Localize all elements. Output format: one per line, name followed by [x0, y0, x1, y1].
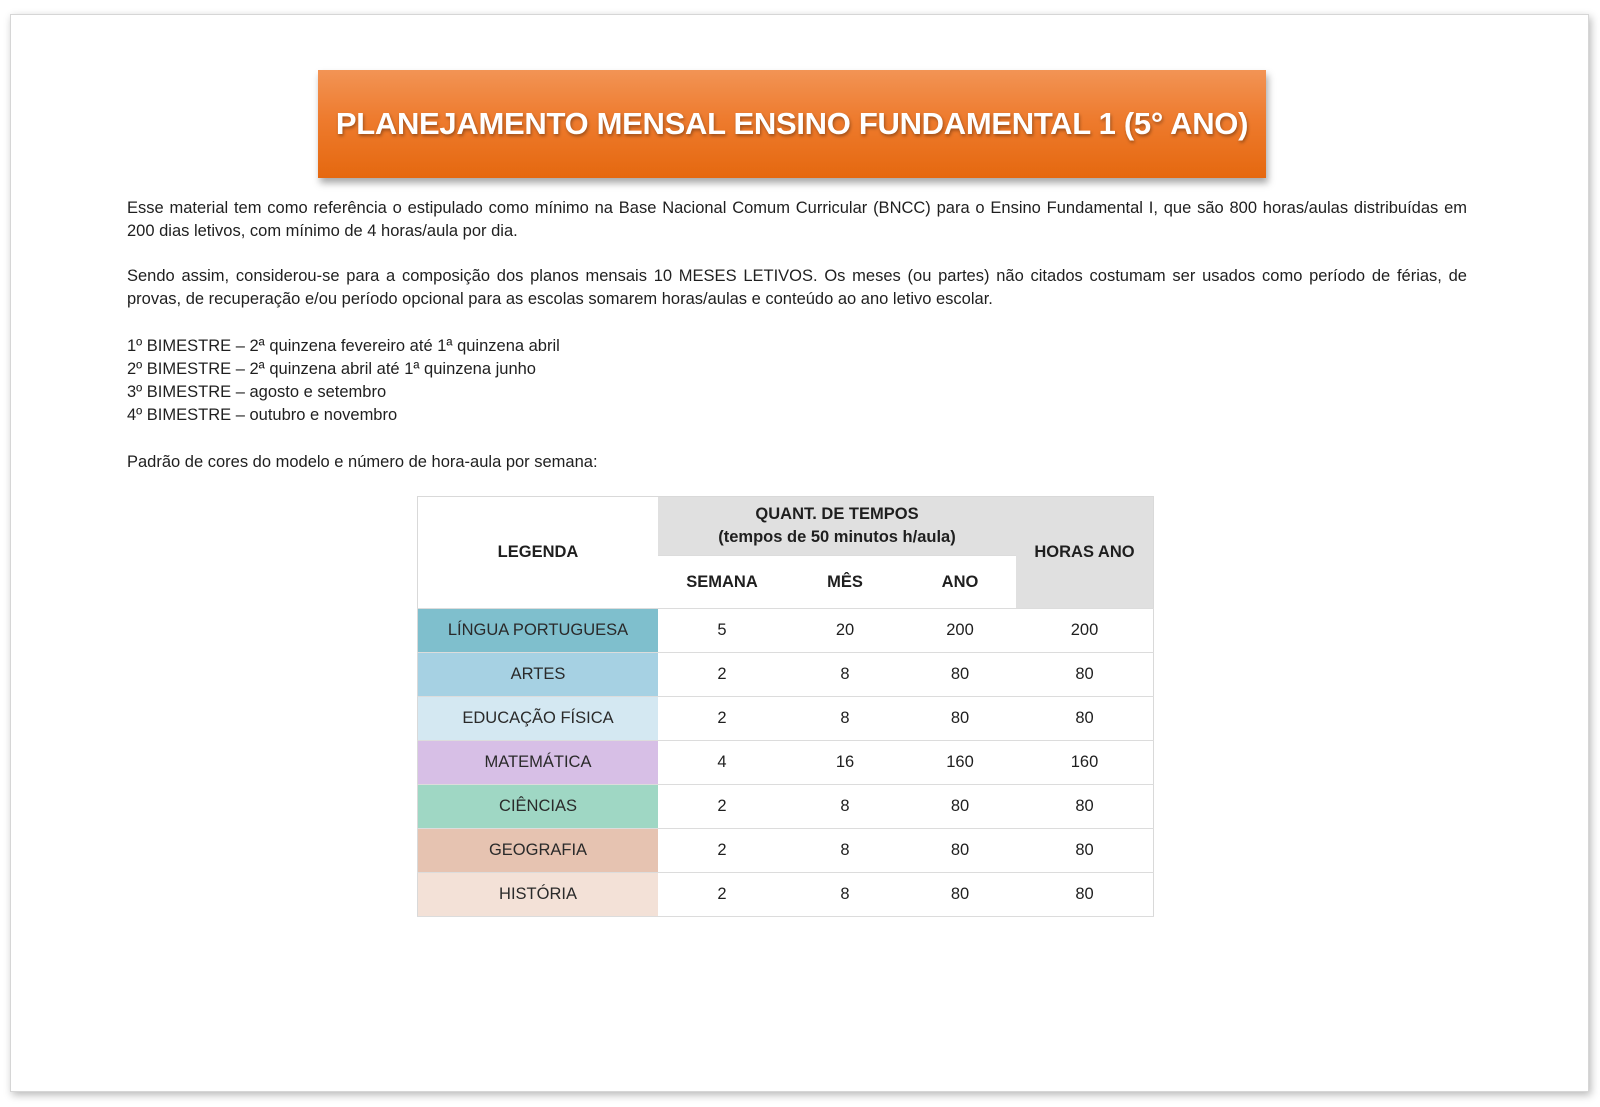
header-horas-ano: HORAS ANO [1016, 497, 1154, 609]
document-page [10, 14, 1589, 1092]
mes-cell: 8 [786, 653, 904, 697]
table-intro-text: Padrão de cores do modelo e número de hora-aula por semana: [127, 453, 598, 471]
ano-cell: 80 [904, 873, 1016, 917]
mes-cell: 8 [786, 785, 904, 829]
subject-cell: ARTES [418, 653, 659, 697]
semana-cell: 5 [658, 609, 786, 653]
semana-cell: 4 [658, 741, 786, 785]
table-row [418, 829, 1154, 873]
header-ano: ANO [904, 556, 1016, 609]
semana-cell: 2 [658, 873, 786, 917]
ano-cell: 160 [904, 741, 1016, 785]
bimestre-item: 2º BIMESTRE – 2ª quinzena abril até 1ª quinzena junho [127, 360, 536, 378]
mes-cell: 20 [786, 609, 904, 653]
horas-ano-cell: 80 [1016, 653, 1154, 697]
subject-cell: EDUCAÇÃO FÍSICA [418, 697, 659, 741]
table-row [418, 873, 1154, 917]
bimestre-list [127, 335, 560, 427]
header-quant-line1: QUANT. DE TEMPOS [755, 505, 919, 523]
subject-cell: HISTÓRIA [418, 873, 659, 917]
mes-cell: 16 [786, 741, 904, 785]
table-row [418, 785, 1154, 829]
table-row [418, 741, 1154, 785]
horas-ano-cell: 80 [1016, 785, 1154, 829]
horas-ano-cell: 80 [1016, 873, 1154, 917]
ano-cell: 80 [904, 697, 1016, 741]
mes-cell: 8 [786, 697, 904, 741]
semana-cell: 2 [658, 829, 786, 873]
header-legenda: LEGENDA [418, 497, 659, 609]
subject-cell: CIÊNCIAS [418, 785, 659, 829]
intro-paragraph-1: Esse material tem como referência o estipulado como mínimo na Base Nacional Comum Curricular (BNCC) para o Ensino Fundamental I, que são 800 horas/aulas distribuídas em 200 dias letivos, com mínimo de 4 horas/aula por dia. [127, 199, 1467, 240]
bimestre-item: 4º BIMESTRE – outubro e novembro [127, 406, 398, 424]
table-row [418, 653, 1154, 697]
mes-cell: 8 [786, 873, 904, 917]
horas-ano-cell: 160 [1016, 741, 1154, 785]
subject-cell: GEOGRAFIA [418, 829, 659, 873]
semana-cell: 2 [658, 697, 786, 741]
horas-ano-cell: 200 [1016, 609, 1154, 653]
semana-cell: 2 [658, 785, 786, 829]
page-title: PLANEJAMENTO MENSAL ENSINO FUNDAMENTAL 1 (5° ANO) [335, 106, 1249, 141]
table-row [418, 697, 1154, 741]
subjects-table [417, 496, 1154, 917]
header-quant-tempos [658, 497, 1016, 556]
ano-cell: 80 [904, 785, 1016, 829]
horas-ano-cell: 80 [1016, 697, 1154, 741]
subject-cell: MATEMÁTICA [418, 741, 659, 785]
header-mes: MÊS [786, 556, 904, 609]
header-semana: SEMANA [658, 556, 786, 609]
ano-cell: 80 [904, 829, 1016, 873]
bimestre-item: 3º BIMESTRE – agosto e setembro [127, 383, 387, 401]
table-row [418, 609, 1154, 653]
subject-cell: LÍNGUA PORTUGUESA [418, 609, 659, 653]
header-quant-line2: (tempos de 50 minutos h/aula) [718, 528, 956, 546]
mes-cell: 8 [786, 829, 904, 873]
bimestre-item: 1º BIMESTRE – 2ª quinzena fevereiro até 1ª quinzena abril [127, 337, 560, 355]
ano-cell: 80 [904, 653, 1016, 697]
horas-ano-cell: 80 [1016, 829, 1154, 873]
semana-cell: 2 [658, 653, 786, 697]
ano-cell: 200 [904, 609, 1016, 653]
intro-paragraph-2: Sendo assim, considerou-se para a composição dos planos mensais 10 MESES LETIVOS. Os meses (ou partes) não citados costumam ser usados como período de férias, de provas, de recuperação e/ou período opcional para as escolas somarem horas/aulas e conteúdo ao ano letivo escolar. [127, 267, 1467, 308]
title-banner [318, 70, 1266, 178]
